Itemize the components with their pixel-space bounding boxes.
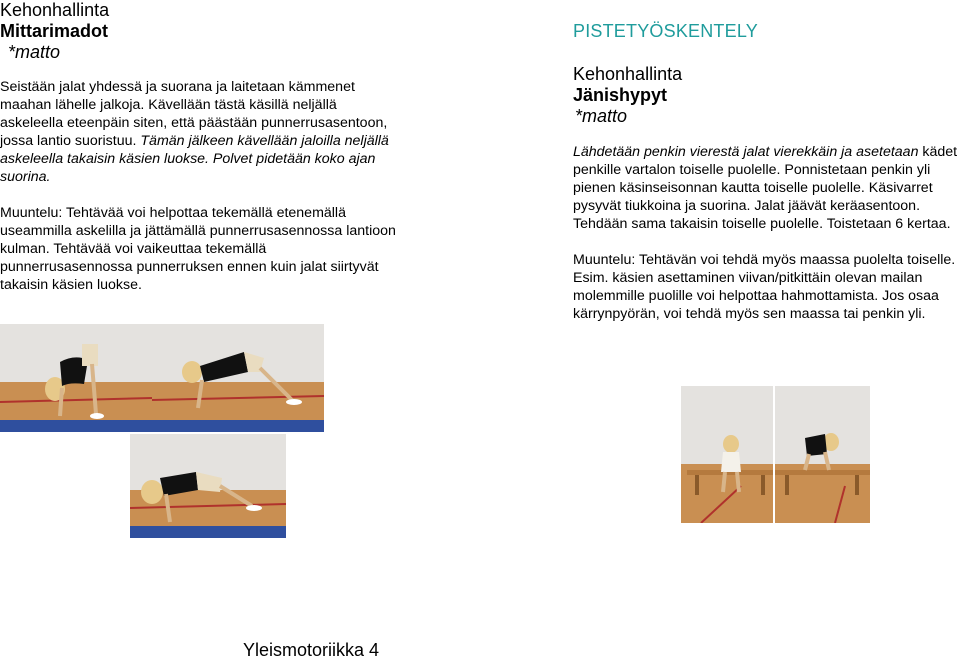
exercise-category: Kehonhallinta <box>0 0 110 20</box>
exercise-category: Kehonhallinta <box>573 64 683 84</box>
exercise-description <box>573 143 960 233</box>
section-heading: PISTETYÖSKENTELY <box>573 21 758 41</box>
exercise-photo-step-1 <box>0 324 152 432</box>
exercise-variation: Muuntelu: Tehtävää voi helpottaa tekemällä etenemällä useammilla askelilla ja jättämällä punnerrusasennossa lantioon kulman. Tehtävää voi vaikeuttaa tekemällä punnerrusasennossa punnerruksen ennen kuin jalat siirtyvät takaisin käsien luokse. <box>0 205 396 293</box>
left-column <box>0 0 400 294</box>
page-footer: Yleismotoriikka 4 <box>243 640 380 660</box>
exercise-photo-step-3 <box>130 434 286 538</box>
exercise-photo-step-2 <box>152 324 324 432</box>
description-italic: Tämän jälkeen kävellään jaloilla neljällä askeleella takaisin käsien luokse. Polvet pidetään koko ajan suorina. <box>0 133 389 185</box>
exercise-title: Jänishypyt <box>573 85 668 105</box>
right-column <box>573 0 960 323</box>
description-normal: Seistään jalat yhdessä ja suorana ja laitetaan kämmenet maahan lähelle jalkoja. Kävellään tästä käsillä neljällä askeleella eteenpäin siten, että päästään punnerrusasentoon, jossa lantio suoristuu. <box>0 79 388 149</box>
exercise-equipment: *matto <box>575 106 628 126</box>
exercise-equipment: *matto <box>8 42 61 62</box>
exercise-photo-bench-1 <box>681 386 773 523</box>
exercise-title: Mittarimadot <box>0 21 108 41</box>
exercise-photo-bench-2 <box>775 386 870 523</box>
exercise-description <box>0 78 400 186</box>
description-italic: Lähdetään penkin vierestä jalat vierekkäin ja asetetaan <box>573 144 919 160</box>
description-normal: kädet penkille vartalon toiselle puolelle. Ponnistetaan penkin yli pienen käsinseisonnan kautta toiselle puolelle. Käsivarret pysyvät tiukkoina ja suorina. Jalat jäävät keräasentoon. Tehdään sama takaisin toiselle puolelle. Toistetaan 6 kertaa. <box>573 144 958 232</box>
exercise-variation: Muuntelu: Tehtävän voi tehdä myös maassa puolelta toiselle. Esim. käsien asettaminen viivan/pitkittäin olevan mailan molemmille puolille voi helpottaa hahmottamista. Jos osaa kärrynpyörän, voi tehdä myös sen maassa tai penkin yli. <box>573 252 956 322</box>
